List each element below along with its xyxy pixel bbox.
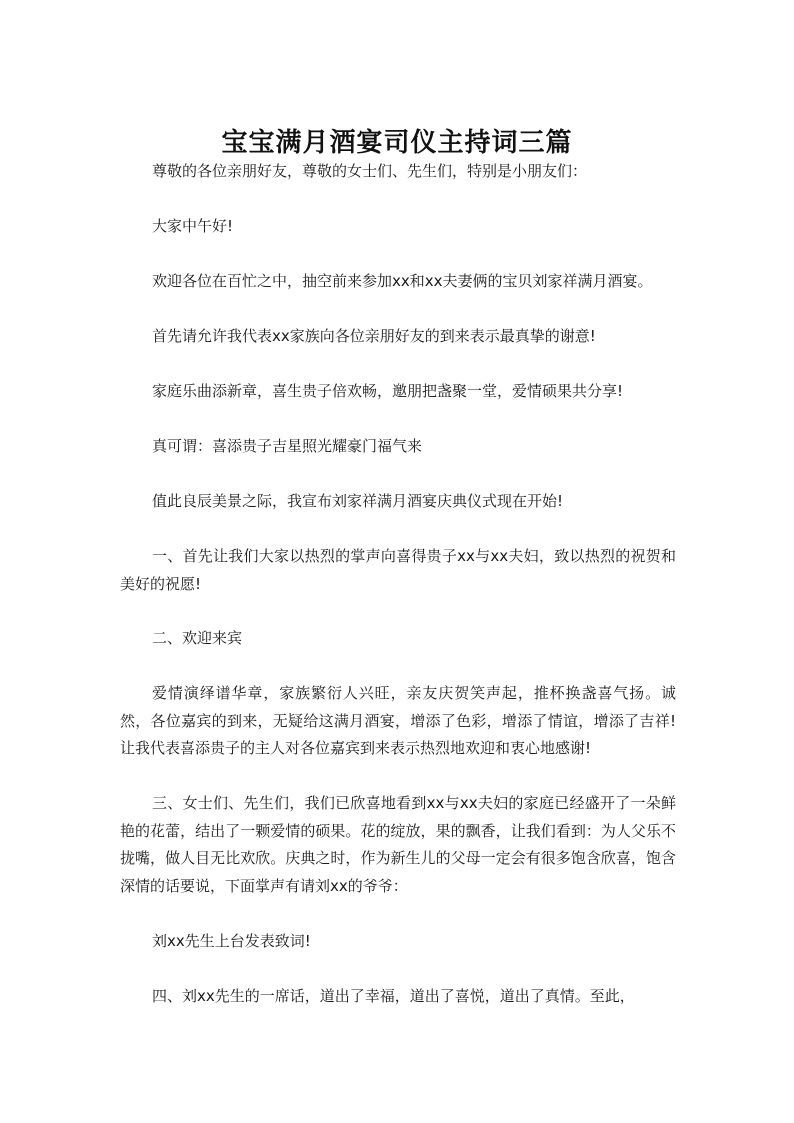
paragraph-good-noon: 大家中午好! [152,217,234,235]
paragraph-section-4: 四、刘xx先生的一席话，道出了幸福，道出了喜悦，道出了真情。至此， [152,987,635,1005]
paragraph-verse: 家庭乐曲添新章，喜生贵子倍欢畅，邀朋把盏聚一堂，爱情硕果共分享! [152,382,624,400]
paragraph-saying: 真可谓：喜添贵子吉星照光耀豪门福气来 [152,437,423,455]
paragraph-welcome: 欢迎各位在百忙之中，抽空前来参加xx和xx夫妻俩的宝贝刘家祥满月酒宴。 [152,272,653,290]
paragraph-speech-invite: 刘xx先生上台发表致词! [152,932,311,950]
paragraph-section-1: 一、首先让我们大家以热烈的掌声向喜得贵子xx与xx夫妇，致以热烈的祝贺和美好的祝愿! [120,547,676,593]
paragraph-section-2-heading: 二、欢迎来宾 [152,629,243,647]
paragraph-announcement: 值此良辰美景之际，我宣布刘家祥满月酒宴庆典仪式现在开始! [152,492,564,510]
document-title: 宝宝满月酒宴司仪主持词三篇 [221,128,573,159]
paragraph-section-3: 三、女士们、先生们，我们已欣喜地看到xx与xx夫妇的家庭已经盛开了一朵鲜艳的花蕾，结出了一颗爱情的硕果。花的绽放，果的飘香，让我们看到：为人父乐不拢嘴，做人目无比欢欣。庆典之时，作为新生儿的父母一定会有很多饱含欣喜，饱含深情的话要说，下面掌声有请刘xx的爷爷： [120,794,676,895]
paragraph-thanks: 首先请允许我代表xx家族向各位亲朋好友的到来表示最真挚的谢意! [152,327,596,345]
paragraph-greeting: 尊敬的各位亲朋好友，尊敬的女士们、先生们，特别是小朋友们： [152,162,588,180]
paragraph-section-2-body: 爱情演绎谱华章，家族繁衍人兴旺，亲友庆贺笑声起，推杯换盏喜气扬。诚然，各位嘉宾的到来，无疑给这满月酒宴，增添了色彩，增添了情谊，增添了吉祥!让我代表喜添贵子的主人对各位嘉宾到来表示热烈地欢迎和衷心地感谢! [120,684,676,757]
